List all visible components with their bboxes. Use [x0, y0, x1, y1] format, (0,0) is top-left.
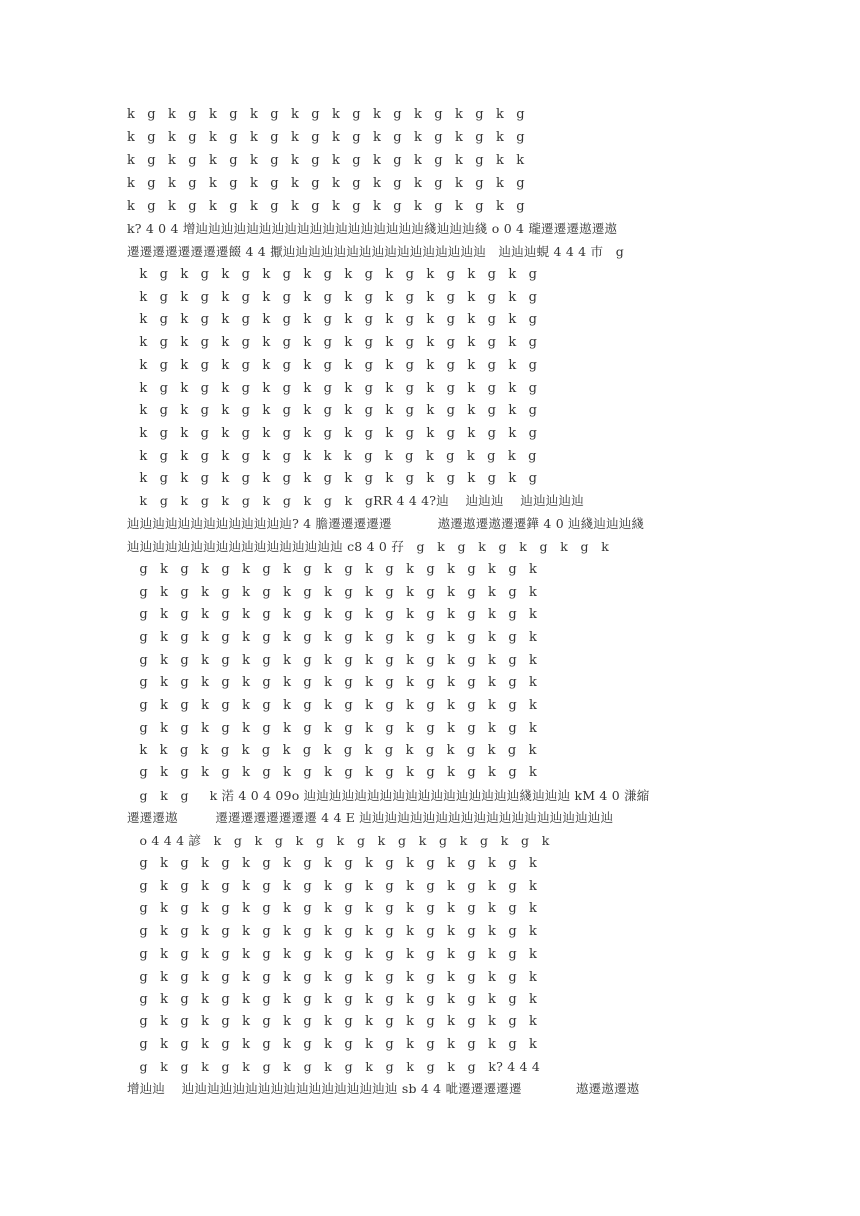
text-line: g k g k g k g k g k g k g k g k g k g k — [127, 585, 537, 600]
text-line: k g k g k g k g k g k g k g k g k g k g — [127, 130, 525, 145]
text-line: k g k g k g k g k g k gRR 4 4 4?辿 辿辿辿 辿辿辿辿辿 — [127, 493, 584, 508]
text-line: g k g k g k g k g k g k g k g k g k g k — [127, 653, 537, 668]
text-line: k g k g k g k g k g k g k g k g k g k g — [127, 176, 525, 191]
text-line: k g k g k g k g k g k g k g k g k g k g — [127, 312, 537, 327]
text-line: 辿辿辿辿辿辿辿辿辿辿辿辿辿? 4 膽遷遷遷遷遷 遨遷遨遷遨遷遷鏵 4 0 辿綫辿辿辿綫 — [127, 516, 645, 531]
text-line: 遷遷遷遨 遷遷遷遷遷遷遷遷 4 4 E 辿辿辿辿辿辿辿辿辿辿辿辿辿辿辿辿辿辿辿辿 — [127, 810, 614, 825]
text-line: k g k g k g k g k g k g k g k g k g k k — [127, 153, 525, 168]
text-line: g k g k g k g k g k g k g k g k g k g k — [127, 992, 537, 1007]
text-line: g k g k g k g k g k g k g k g k g k g k — [127, 924, 537, 939]
text-line: 增辿辿 辿辿辿辿辿辿辿辿辿辿辿辿辿辿辿辿辿 sb 4 4 呲遷遷遷遷遷 遨遷遨遷遨 — [127, 1081, 640, 1096]
text-line: k g k g k g k g k k k g k g k g k g k g — [127, 449, 537, 464]
text-line: k k g k g k g k g k g k g k g k g k g k — [127, 743, 537, 758]
text-line: g k g k g k g k g k g k g k g k g k g k — [127, 698, 537, 713]
text-line: k g k g k g k g k g k g k g k g k g k g — [127, 199, 525, 214]
text-line: k g k g k g k g k g k g k g k g k g k g — [127, 426, 537, 441]
text-line: g k g k g k g k g k g k g k g k g k g k — [127, 879, 537, 894]
text-line: k? 4 0 4 增辿辿辿辿辿辿辿辿辿辿辿辿辿辿辿辿辿辿綫辿辿辿綫 o 0 4 瓏遷遷遷遨遷遨 — [127, 221, 618, 236]
text-line: g k g k g k g k g k g k g k g k g k g k — [127, 970, 537, 985]
text-line: k g k g k g k g k g k g k g k g k g k g — [127, 381, 537, 396]
text-line: g k g k g k g k g k g k g k g k g k g k — [127, 675, 537, 690]
text-line: g k g k g k g k g k g k g k g k g k g k — [127, 947, 537, 962]
text-line: g k g k g k g k g k g k g k g k g k? 4 4 4 — [127, 1059, 541, 1074]
text-line: g k g k g k g k g k g k g k g k g k g k — [127, 856, 537, 871]
text-line: g k g k g k g k g k g k g k g k g k g k — [127, 607, 537, 622]
text-line: 遷遷遷遷遷遷遷遷餟 4 4 擫辿辿辿辿辿辿辿辿辿辿辿辿辿辿辿辿 辿辿辿蜆 4 4 4 巿 g — [127, 244, 624, 259]
text-line: g k g k 渃 4 0 4 09o 辿辿辿辿辿辿辿辿辿辿辿辿辿辿辿辿辿綫辿辿辿 kM 4 0 溓縮 — [127, 788, 650, 803]
text-line: k g k g k g k g k g k g k g k g k g k g — [127, 107, 525, 122]
text-line: g k g k g k g k g k g k g k g k g k g k — [127, 562, 537, 577]
text-line: g k g k g k g k g k g k g k g k g k g k — [127, 1037, 537, 1052]
text-line: k g k g k g k g k g k g k g k g k g k g — [127, 403, 537, 418]
text-line: k g k g k g k g k g k g k g k g k g k g — [127, 290, 537, 305]
text-line: g k g k g k g k g k g k g k g k g k g k — [127, 721, 537, 736]
text-line: o 4 4 4 諺 k g k g k g k g k g k g k g k g k — [127, 833, 550, 848]
text-line: g k g k g k g k g k g k g k g k g k g k — [127, 630, 537, 645]
text-line: g k g k g k g k g k g k g k g k g k g k — [127, 765, 537, 780]
text-line: k g k g k g k g k g k g k g k g k g k g — [127, 267, 537, 282]
text-line: g k g k g k g k g k g k g k g k g k g k — [127, 1014, 537, 1029]
text-line: k g k g k g k g k g k g k g k g k g k g — [127, 358, 537, 373]
text-line: 辿辿辿辿辿辿辿辿辿辿辿辿辿辿辿辿辿 c8 4 0 孖 g k g k g k g k g k — [127, 539, 610, 554]
text-line: k g k g k g k g k g k g k g k g k g k g — [127, 471, 537, 486]
text-line: k g k g k g k g k g k g k g k g k g k g — [127, 335, 537, 350]
text-line: g k g k g k g k g k g k g k g k g k g k — [127, 901, 537, 916]
